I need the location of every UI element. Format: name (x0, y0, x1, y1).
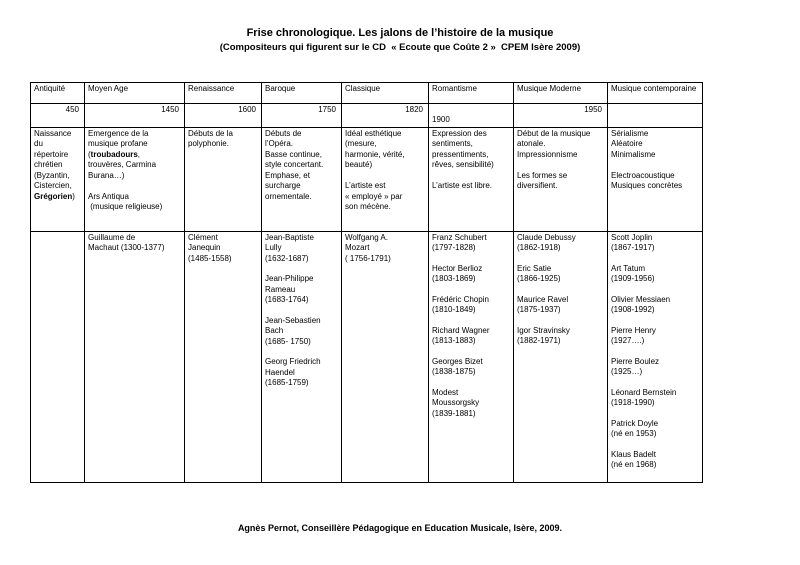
composer-entry (611, 326, 700, 347)
era-description-cell (514, 127, 608, 231)
description-line (345, 171, 426, 182)
era-composers-cell (608, 231, 703, 482)
era-date-cell (514, 104, 608, 128)
composer-line: (1803-1869) (432, 274, 476, 283)
composer-line: (1813-1883) (432, 336, 476, 345)
composer-entry (611, 388, 700, 409)
composer-line: Art Tatum (611, 263, 646, 273)
composer-line: Eric Satie (517, 263, 552, 273)
composer-line: (1685- 1750) (265, 336, 311, 346)
description-line: polyphonie. (188, 139, 229, 148)
description-line: (Byzantin, (34, 170, 70, 180)
era-dates-row (31, 104, 703, 128)
description-line: Electroacoustique (611, 170, 675, 180)
description-line: L’artiste est libre. (432, 181, 493, 190)
composer-entry (517, 233, 605, 254)
composer-line: Rameau (265, 284, 296, 294)
era-composers-cell (185, 231, 262, 482)
composer-line: Georges Bizet (432, 356, 483, 366)
composer-entry (432, 295, 511, 316)
era-header-cell: Musique contemporaine (608, 83, 703, 104)
composer-entry (265, 274, 339, 306)
era-date-cell (185, 104, 262, 128)
era-header-cell: Classique (342, 83, 429, 104)
description-line: musique profane (88, 139, 148, 148)
era-composers-cell (342, 231, 429, 482)
composer-line: Claude Debussy (517, 232, 576, 242)
description-line: Minimalisme (611, 149, 656, 159)
date-top-value: 1820 (405, 105, 423, 114)
composer-line: Klaus Badelt (611, 449, 656, 459)
composer-entry (611, 295, 700, 316)
description-line: Emphase, et (265, 170, 310, 180)
description-segment: troubadours (90, 149, 138, 159)
description-line (88, 150, 182, 161)
era-date-cell (31, 104, 85, 128)
description-line: « employé » par (345, 191, 403, 201)
date-bottom-value: 1900 (432, 115, 450, 124)
composer-line: (1810-1849) (432, 305, 476, 314)
era-description-cell (85, 127, 185, 231)
composer-line: Pierre Boulez (611, 356, 660, 366)
description-line: Cistercien, (34, 181, 72, 190)
description-line: Burana…) (88, 170, 125, 180)
composer-line: (1839-1881) (432, 408, 476, 418)
composer-line: Richard Wagner (432, 325, 490, 335)
date-top-value: 450 (65, 105, 79, 114)
description-line: Ars Antiqua (88, 191, 129, 201)
composer-entry (432, 357, 511, 378)
date-bottom-value (611, 115, 700, 125)
composer-line: Frédéric Chopin (432, 294, 489, 304)
composer-line: (1685-1759) (265, 378, 309, 387)
era-composers-cell (31, 231, 85, 482)
era-date-cell (85, 104, 185, 128)
timeline-table (30, 82, 703, 483)
date-top-value: 1600 (238, 105, 256, 114)
composer-entry (517, 326, 605, 347)
description-segment: , (137, 149, 141, 159)
composer-line: Georg Friedrich (265, 357, 321, 366)
composer-line: Haendel (265, 367, 295, 377)
description-line: répertoire (34, 149, 69, 159)
composer-line: Olivier Messiaen (611, 294, 671, 304)
composer-entry (611, 419, 700, 440)
era-header-cell: Baroque (262, 83, 342, 104)
composer-entry (517, 295, 605, 316)
description-line: atonale. (517, 139, 546, 148)
era-date-cell (608, 104, 703, 128)
composer-line: (1909-1956) (611, 274, 655, 283)
composer-line: (né en 1968) (611, 460, 657, 469)
description-line: sentiments, (432, 139, 473, 148)
description-line: (musique religieuse) (88, 202, 163, 211)
composer-line: (1862-1918) (517, 243, 561, 252)
date-bottom-value (34, 116, 82, 126)
composer-entry (432, 388, 511, 420)
date-top-value (432, 105, 511, 115)
composer-entry (432, 326, 511, 347)
description-line (517, 160, 605, 171)
era-composers-cell (85, 231, 185, 482)
era-date-cell (429, 104, 514, 128)
page-title: Frise chronologique. Les jalons de l’histoire de la musique (246, 27, 554, 39)
description-line: son mécène. (345, 202, 391, 211)
description-line: diversifient. (517, 181, 558, 190)
description-line: Basse continue, (265, 149, 322, 159)
composer-entry (432, 264, 511, 285)
footer-credit: Agnès Pernot, Conseillère Pédagogique en Education Musicale, Isère, 2009. (237, 522, 563, 533)
composer-entry (265, 357, 339, 389)
composer-entry (188, 233, 259, 265)
composer-line: Mozart (345, 243, 370, 252)
description-line: l’Opéra. (265, 139, 294, 148)
era-date-cell (342, 104, 429, 128)
composer-line: Clément (188, 232, 218, 242)
era-header-cell: Musique Moderne (514, 83, 608, 104)
composer-line: Pierre Henry (611, 325, 656, 335)
description-line: style concertant. (265, 160, 324, 169)
composer-line: (1838-1875) (432, 367, 476, 376)
era-header-cell: Romantisme (429, 83, 514, 104)
date-top-value (611, 105, 700, 115)
era-header-cell: Moyen Age (85, 83, 185, 104)
composer-entry (517, 264, 605, 285)
composer-line: Lully (265, 243, 282, 252)
composer-line: Patrick Doyle (611, 418, 659, 428)
composer-line: (1485-1558) (188, 253, 232, 263)
era-composers-cell (429, 231, 514, 482)
era-description-cell (31, 127, 85, 231)
description-line: beauté) (345, 160, 373, 169)
composer-line: (1797-1828) (432, 243, 476, 252)
era-header-cell: Antiquité (31, 83, 85, 104)
description-segment: Grégorien (34, 191, 73, 201)
era-description-cell (185, 127, 262, 231)
page-subtitle: (Compositeurs qui figurent sur le CD « Ecoute que Coûte 2 » CPEM Isère 2009) (219, 42, 581, 53)
era-description-cell (342, 127, 429, 231)
composer-line: (1867-1917) (611, 243, 655, 252)
composer-entry (265, 233, 339, 265)
description-line: Aléatoire (611, 139, 643, 148)
date-top-value: 1450 (161, 105, 179, 114)
description-line (611, 160, 700, 171)
composer-line: (1908-1992) (611, 305, 655, 314)
composer-entry (611, 264, 700, 285)
composer-line: Wolfgang A. (345, 232, 388, 242)
composer-line: (1632-1687) (265, 253, 309, 263)
description-line: Les formes se (517, 170, 568, 180)
description-line: chrétien (34, 160, 63, 169)
composer-line: Hector Berlioz (432, 263, 483, 273)
description-line: Emergence de la (88, 128, 149, 138)
description-line: Idéal esthétique (345, 128, 402, 138)
description-segment: ( (88, 149, 91, 159)
description-line: L’artiste est (345, 181, 386, 190)
description-line: trouvères, Carmina (88, 160, 157, 169)
description-line: Début de la musique (517, 128, 591, 138)
composer-line: (1927….) (611, 336, 645, 345)
date-bottom-value (265, 116, 339, 126)
description-line: Impressionnisme (517, 149, 578, 159)
description-line: surcharge (265, 181, 301, 190)
composer-line: Maurice Ravel (517, 294, 569, 304)
composer-line: Jean-Sebastien (265, 315, 321, 325)
era-header-cell: Renaissance (185, 83, 262, 104)
description-line (34, 192, 82, 203)
composer-line: Franz Schubert (432, 232, 487, 242)
date-bottom-value (345, 116, 426, 126)
composer-line: Guillaume de (88, 232, 136, 242)
description-line: Musiques concrètes (611, 181, 683, 190)
composer-entry (611, 450, 700, 471)
composer-entry (265, 316, 339, 348)
description-line: du (34, 139, 43, 148)
era-composers-row (31, 231, 703, 482)
composer-line: Jean-Baptiste (265, 232, 314, 242)
date-bottom-value (517, 116, 605, 126)
era-description-cell (429, 127, 514, 231)
composer-line: Janequin (188, 243, 221, 252)
composer-line: Machaut (1300-1377) (88, 243, 165, 252)
description-line: rêves, sensibilité) (432, 160, 494, 169)
composer-line: Jean-Philippe (265, 274, 314, 283)
composer-line: Moussorgsky (432, 398, 480, 407)
composer-line: (1925…) (611, 367, 643, 376)
composer-line: (né en 1953) (611, 429, 657, 438)
description-line: Sérialisme (611, 128, 649, 138)
composer-line: Bach (265, 326, 284, 335)
description-line: (mesure, (345, 139, 377, 148)
description-line: pressentiments, (432, 149, 489, 159)
description-line: Débuts de (265, 128, 302, 138)
composer-entry (611, 233, 700, 254)
description-segment: ) (72, 191, 75, 201)
description-line: Expression des (432, 128, 487, 138)
era-date-cell (262, 104, 342, 128)
era-header-row (31, 83, 703, 104)
composer-line: Igor Stravinsky (517, 325, 570, 335)
composer-line: (1918-1990) (611, 398, 655, 407)
era-description-cell (262, 127, 342, 231)
era-composers-cell (514, 231, 608, 482)
era-description-cell (608, 127, 703, 231)
date-bottom-value (88, 116, 182, 126)
era-composers-cell (262, 231, 342, 482)
composer-line: Modest (432, 387, 459, 397)
composer-entry (432, 233, 511, 254)
era-descriptions-row (31, 127, 703, 231)
date-top-value: 1750 (318, 105, 336, 114)
description-line: harmonie, vérité, (345, 149, 405, 159)
composer-line: ( 1756-1791) (345, 253, 391, 263)
composer-line: (1683-1764) (265, 295, 309, 304)
description-line (88, 181, 182, 192)
composer-line: Léonard Bernstein (611, 387, 677, 397)
composer-line: (1866-1925) (517, 274, 561, 283)
description-line: Débuts de la (188, 128, 233, 138)
composer-entry (345, 233, 426, 265)
composer-line: Scott Joplin (611, 232, 653, 242)
date-bottom-value (188, 116, 259, 126)
composer-line: (1882-1971) (517, 336, 561, 345)
composer-entry (611, 357, 700, 378)
composer-line: (1875-1937) (517, 305, 561, 314)
description-line: Naissance (34, 128, 72, 138)
date-top-value: 1950 (584, 105, 602, 114)
description-line: ornementale. (265, 191, 312, 201)
description-line (432, 171, 511, 182)
composer-entry (88, 233, 182, 254)
